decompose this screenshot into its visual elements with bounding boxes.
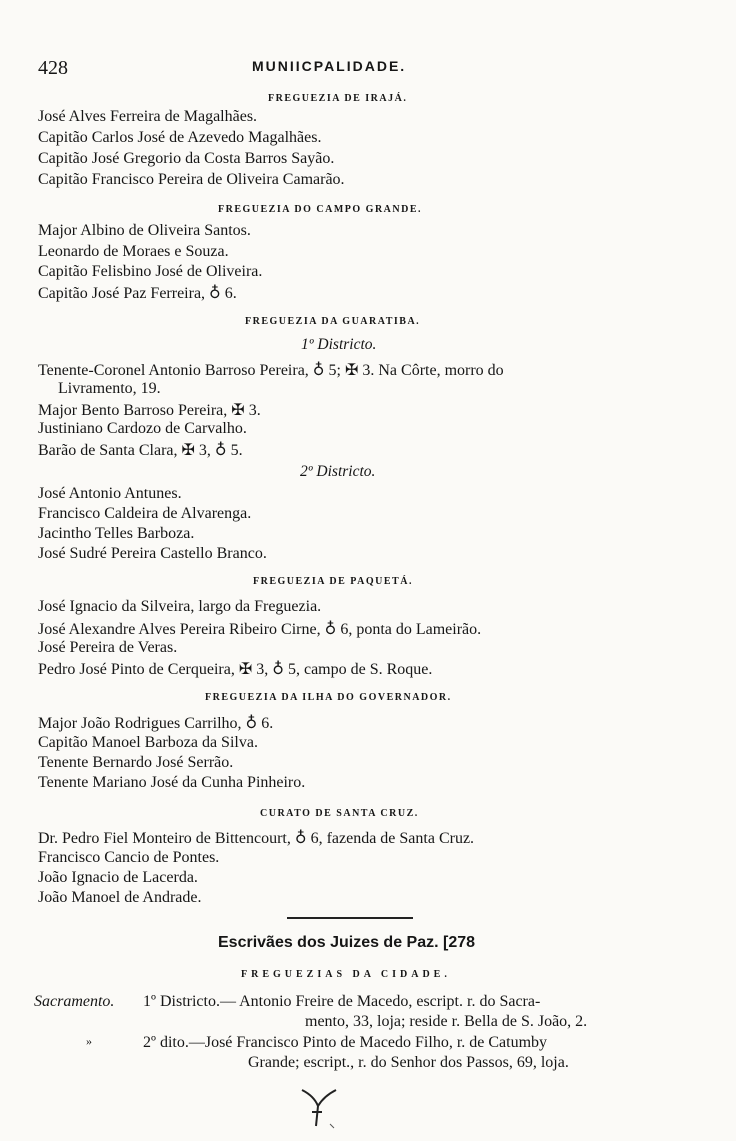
list-item: Francisco Cancio de Pontes. xyxy=(38,849,220,866)
list-item: José Ignacio da Silveira, largo da Freguezia. xyxy=(38,598,322,615)
district-label-2: 2º Districto. xyxy=(300,463,376,480)
list-item: Leonardo de Moraes e Souza. xyxy=(38,243,229,260)
list-item: Capitão Manoel Barboza da Silva. xyxy=(38,734,258,751)
list-item: Tenente-Coronel Antonio Barroso Pereira, ♁ 5; ✠ 3. Na Côrte, morro do xyxy=(38,362,504,379)
list-item: Livramento, 19. xyxy=(58,380,161,397)
list-item: Dr. Pedro Fiel Monteiro de Bittencourt, ♁ 6, fazenda de Santa Cruz. xyxy=(38,830,475,847)
list-item: Major João Rodrigues Carrilho, ♁ 6. xyxy=(38,715,274,732)
district-label-1: 1º Districto. xyxy=(301,336,377,353)
list-item: José Alexandre Alves Pereira Ribeiro Cirne, ♁ 6, ponta do Lameirão. xyxy=(38,621,482,638)
list-item: Capitão José Paz Ferreira, ♁ 6. xyxy=(38,285,237,302)
ditto-mark: » xyxy=(86,1034,92,1048)
section-heading-iraja: FREGUEZIA DE IRAJÁ. xyxy=(268,93,408,104)
list-item: José Alves Ferreira de Magalhães. xyxy=(38,108,258,125)
list-item: Capitão José Gregorio da Costa Barros Sayão. xyxy=(38,150,335,167)
section-divider xyxy=(287,917,413,919)
list-item: mento, 33, loja; reside r. Bella de S. João, 2. xyxy=(305,1013,588,1030)
section-heading-freguezias-cidade: FREGUEZIAS DA CIDADE. xyxy=(241,969,451,980)
list-item: Capitão Carlos José de Azevedo Magalhães. xyxy=(38,129,322,146)
section-heading-campo-grande: FREGUEZIA DO CAMPO GRANDE. xyxy=(218,204,423,215)
section-heading-santa-cruz: CURATO DE SANTA CRUZ. xyxy=(260,808,419,819)
list-item: Pedro José Pinto de Cerqueira, ✠ 3, ♁ 5, campo de S. Roque. xyxy=(38,661,433,678)
list-item: Capitão Francisco Pereira de Oliveira Camarão. xyxy=(38,171,345,188)
list-item: 1º Districto.— Antonio Freire de Macedo, escript. r. do Sacra- xyxy=(143,993,541,1010)
section-heading-paqueta: FREGUEZIA DE PAQUETÁ. xyxy=(253,576,413,587)
section-heading-ilha-governador: FREGUEZIA DA ILHA DO GOVERNADOR. xyxy=(205,692,452,703)
escrivaes-title: Escrivães dos Juizes de Paz. [278 xyxy=(218,934,476,951)
list-item: João Ignacio de Lacerda. xyxy=(38,869,198,886)
list-item: Francisco Caldeira de Alvarenga. xyxy=(38,505,252,522)
list-item: Tenente Mariano José da Cunha Pinheiro. xyxy=(38,774,306,791)
list-item: Justiniano Cardozo de Carvalho. xyxy=(38,420,247,437)
list-item: Major Bento Barroso Pereira, ✠ 3. xyxy=(38,402,261,419)
list-item: José Pereira de Veras. xyxy=(38,639,178,656)
running-head: MUNIICPALIDADE. xyxy=(252,58,407,74)
section-heading-guaratiba: FREGUEZIA DA GUARATIBA. xyxy=(245,316,421,327)
list-item: Grande; escript., r. do Senhor dos Passos, 69, loja. xyxy=(248,1054,569,1071)
list-item: Jacintho Telles Barboza. xyxy=(38,525,195,542)
list-item: José Sudré Pereira Castello Branco. xyxy=(38,545,267,562)
list-item: Tenente Bernardo José Serrão. xyxy=(38,754,234,771)
list-item: João Manoel de Andrade. xyxy=(38,889,202,906)
list-item: José Antonio Antunes. xyxy=(38,485,182,502)
list-item: Major Albino de Oliveira Santos. xyxy=(38,222,251,239)
list-item: Capitão Felisbino José de Oliveira. xyxy=(38,263,263,280)
list-item: Barão de Santa Clara, ✠ 3, ♁ 5. xyxy=(38,442,243,459)
ornament-icon xyxy=(300,1084,340,1134)
parish-label-sacramento: Sacramento. xyxy=(34,993,115,1010)
list-item: 2º dito.—José Francisco Pinto de Macedo Filho, r. de Catumby xyxy=(143,1034,548,1051)
page-number: 428 xyxy=(38,57,68,79)
